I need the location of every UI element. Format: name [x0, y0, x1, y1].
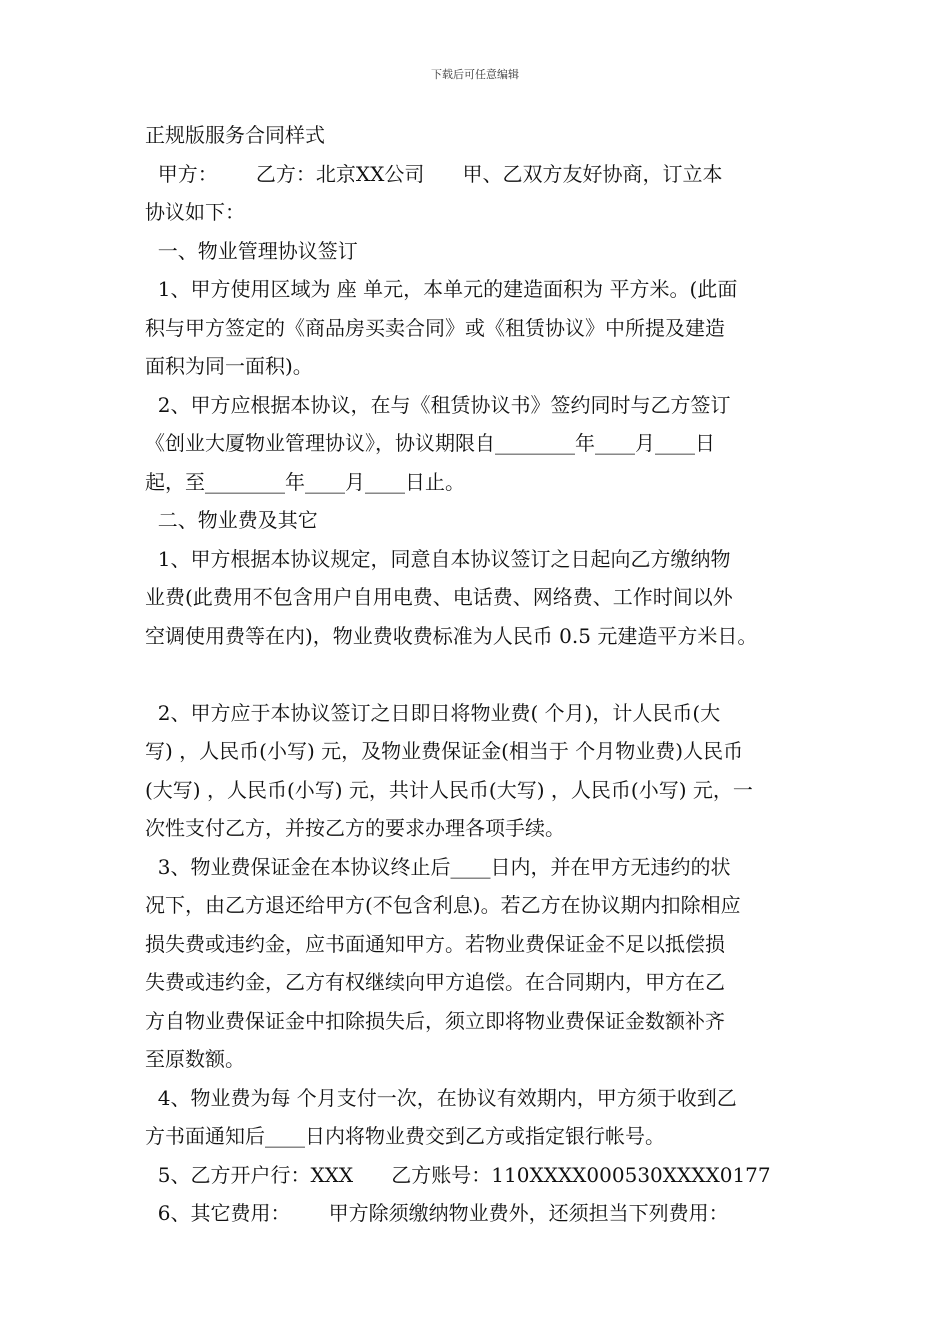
- section-heading: 二、物业费及其它: [145, 508, 318, 532]
- paragraph-line: 业费(此费用不包含用户自用电费、电话费、网络费、工作时间以外: [145, 585, 733, 609]
- blank-line: [145, 655, 825, 694]
- paragraph-line: 次性支付乙方，并按乙方的要求办理各项手续。: [145, 816, 565, 840]
- paragraph-line: 积与甲方签定的《商品房买卖合同》或《租赁协议》中所提及建造: [145, 315, 725, 340]
- paragraph-line: 甲方： 乙方：北京XX公司 甲、乙双方友好协商，订立本: [145, 161, 723, 186]
- paragraph-line: 《创业大厦物业管理协议》，协议期限自________年____月____日: [145, 431, 715, 455]
- paragraph-line: 1、甲方根据本协议规定，同意自本协议签订之日起向乙方缴纳物: [145, 546, 731, 571]
- paragraph-line: (大写) ，人民币(小写) 元，共计人民币(大写) ，人民币(小写) 元，一: [145, 777, 753, 802]
- paragraph-line: 4、物业费为每 个月支付一次，在协议有效期内，甲方须于收到乙: [145, 1085, 737, 1110]
- paragraph-line: 至原数额。: [145, 1047, 245, 1071]
- paragraph-line: 空调使用费等在内)，物业费收费标准为人民币 0.5 元建造平方米日。: [145, 623, 758, 648]
- paragraph-line: 6、其它费用： 甲方除须缴纳物业费外，还须担当下列费用：: [145, 1201, 729, 1225]
- paragraph-line: 方自物业费保证金中扣除损失后，须立即将物业费保证金数额补齐: [145, 1008, 725, 1033]
- paragraph-line: 2、甲方应于本协议签订之日即日将物业费( 个月)，计人民币(大: [145, 700, 721, 725]
- paragraph-line: 写) ，人民币(小写) 元，及物业费保证金(相当于 个月物业费)人民币: [145, 739, 744, 763]
- paragraph-line: 面积为同一面积)。: [145, 354, 313, 378]
- paragraph-line: 况下，由乙方退还给甲方(不包含利息)。若乙方在协议期内扣除相应: [145, 893, 741, 917]
- section-heading: 一、物业管理协议签订: [145, 238, 358, 263]
- document-body: [145, 116, 825, 1233]
- paragraph-line: 起，至________年____月____日止。: [145, 469, 465, 494]
- paragraph-line: 方书面通知后____日内将物业费交到乙方或指定银行帐号。: [145, 1124, 665, 1148]
- paragraph-line: 1、甲方使用区域为 座 单元，本单元的建造面积为 平方米。(此面: [145, 277, 738, 301]
- paragraph-line: 5、乙方开户行：XXX 乙方账号：110XXXX000530XXXX0177: [145, 1162, 771, 1187]
- paragraph-line: 协议如下：: [145, 200, 245, 224]
- document-title: 正规版服务合同样式: [145, 123, 325, 147]
- paragraph-line: 3、物业费保证金在本协议终止后____日内，并在甲方无违约的状: [145, 854, 731, 879]
- paragraph-line: 损失费或违约金，应书面通知甲方。若物业费保证金不足以抵偿损: [145, 931, 725, 956]
- paragraph-line: 失费或违约金，乙方有权继续向甲方追偿。在合同期内，甲方在乙: [145, 970, 725, 994]
- paragraph-line: 2、甲方应根据本协议，在与《租赁协议书》签约同时与乙方签订: [145, 392, 731, 417]
- page-header-note: 下载后可任意编辑: [431, 68, 519, 81]
